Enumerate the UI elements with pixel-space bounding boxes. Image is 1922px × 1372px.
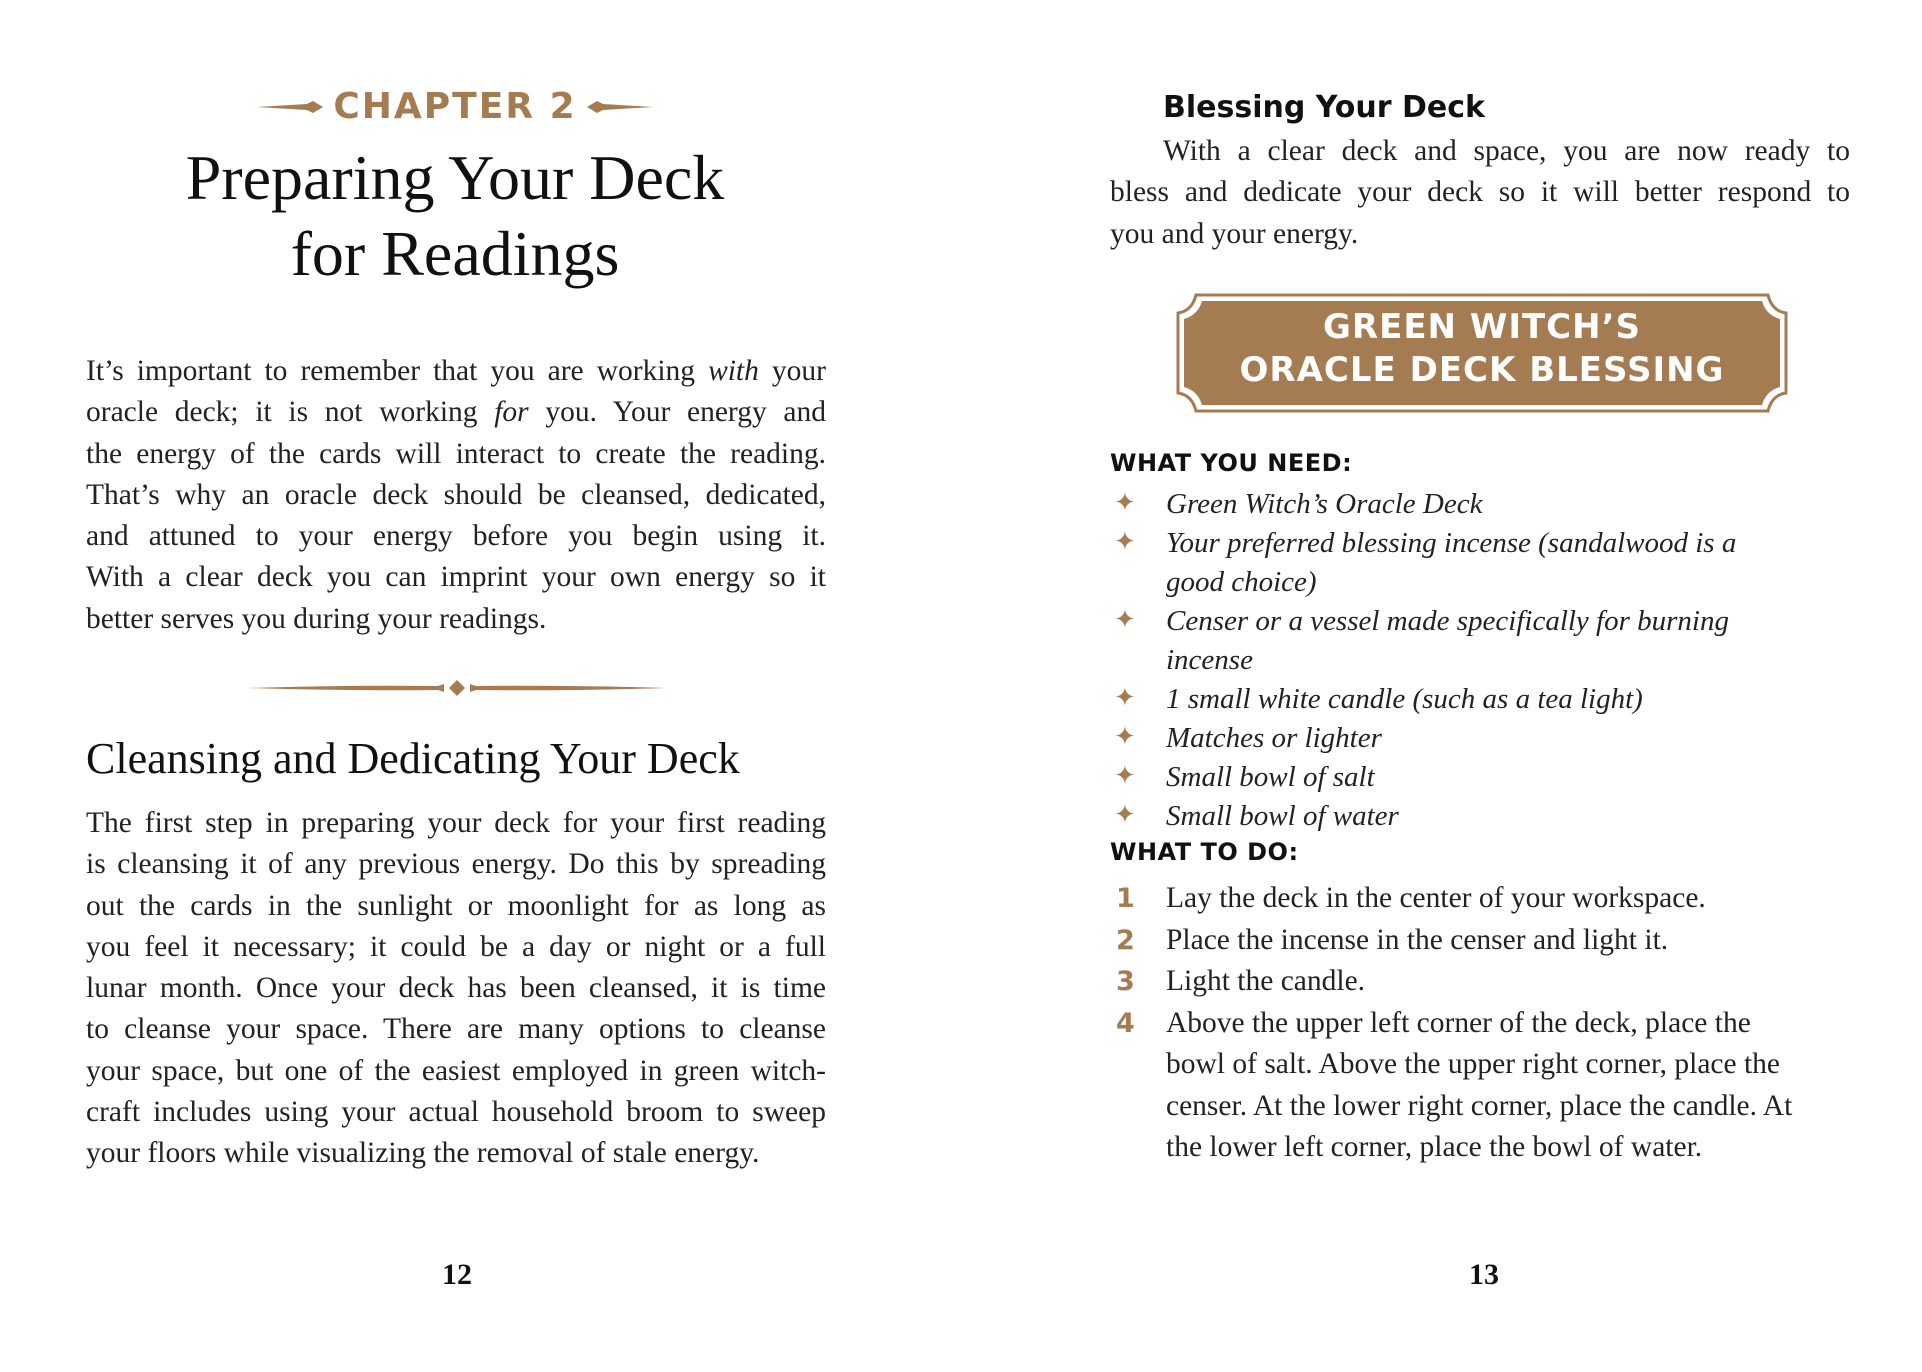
list-item: 4 Above the upper left corner of the deck, place the bowl of salt. Above the upper right corner, place the censer. At the lower right corner, place the candle. At the lower left corner, place the bowl of water. xyxy=(1110,1003,1810,1169)
cleansing-line: The first step in preparing your deck for your first reading xyxy=(86,807,826,839)
chapter-label xyxy=(255,86,655,127)
cleansing-line: is cleansing it of any previous energy. Do this by spreading xyxy=(86,848,826,881)
list-item: 3 Light the candle. xyxy=(1110,961,1810,1003)
star-bullet-icon: ✦ xyxy=(1114,605,1136,635)
what-to-do-heading: WHAT TO DO: xyxy=(1110,838,1299,866)
step-number: 3 xyxy=(1116,966,1135,997)
banner-title xyxy=(1176,306,1788,392)
list-item: 1 Lay the deck in the center of your workspace. xyxy=(1110,878,1810,920)
intro-line: With a clear deck you can imprint your own energy so it xyxy=(86,561,826,594)
what-you-need-heading: WHAT YOU NEED: xyxy=(1110,449,1353,477)
cleansing-line: you feel it necessary; it could be a day or night or a full xyxy=(86,930,826,963)
intro-line: and attuned to your energy before you begin using it. xyxy=(86,520,826,553)
intro-paragraph xyxy=(86,351,826,640)
star-bullet-icon: ✦ xyxy=(1114,761,1136,791)
cleansing-paragraph xyxy=(86,803,826,1175)
cleansing-line: your space, but one of the easiest employed in green witch- xyxy=(86,1054,826,1087)
intro-line: That’s why an oracle deck should be cleansed, dedicated, xyxy=(86,478,826,511)
list-item: ✦ Green Witch’s Oracle Deck xyxy=(1114,488,1483,520)
cleansing-line: to cleanse your space. There are many options to cleanse xyxy=(86,1013,826,1046)
cleansing-line: out the cards in the sunlight or moonlight for as long as xyxy=(86,889,826,922)
blessing-intro-line: you and your energy. xyxy=(1110,217,1359,250)
list-item: ✦ Small bowl of water xyxy=(1114,800,1399,832)
emphasis-with: with xyxy=(708,355,759,387)
chapter-label-text: CHAPTER 2 xyxy=(333,86,577,127)
chapter-title xyxy=(60,140,850,292)
ornamental-divider xyxy=(248,676,666,700)
steps-list xyxy=(1110,878,1810,1169)
needs-list xyxy=(1110,485,1800,836)
banner-line-1: GREEN WITCH’S xyxy=(1323,307,1641,347)
star-bullet-icon: ✦ xyxy=(1114,722,1136,752)
step-number: 2 xyxy=(1116,924,1135,956)
intro-line: oracle deck; it is not working for you. Your energy and xyxy=(86,396,826,429)
blessing-intro-line: bless and dedicate your deck so it will better respond to xyxy=(1110,176,1850,209)
list-item: ✦ Small bowl of salt xyxy=(1114,761,1375,793)
list-item: ✦ 1 small white candle (such as a tea light) xyxy=(1114,683,1643,715)
star-bullet-icon: ✦ xyxy=(1114,488,1136,518)
cleansing-line: your floors while visualizing the removal of stale energy. xyxy=(86,1137,760,1170)
list-item: ✦ Matches or lighter xyxy=(1114,722,1382,754)
intro-line: the energy of the cards will interact to create the reading. xyxy=(86,437,826,470)
right-arrow-ornament xyxy=(587,101,653,113)
page-number-left: 12 xyxy=(442,1258,472,1291)
intro-line: better serves you during your readings. xyxy=(86,602,547,635)
emphasis-for: for xyxy=(494,396,529,429)
chapter-title-line-2: for Readings xyxy=(290,218,620,289)
list-item: 2 Place the incense in the censer and light it. xyxy=(1110,920,1810,962)
right-page xyxy=(961,0,1922,1372)
star-bullet-icon: ✦ xyxy=(1114,800,1136,830)
cleansing-line: lunar month. Once your deck has been cleansed, it is time xyxy=(86,972,826,1005)
banner-line-2: ORACLE DECK BLESSING xyxy=(1239,350,1725,390)
list-item: ✦ Censer or a vessel made specifically for burning incense xyxy=(1114,605,1729,676)
blessing-intro-line: With a clear deck and space, you are now ready to xyxy=(1163,135,1850,167)
step-number: 1 xyxy=(1116,883,1135,914)
left-arrow-ornament xyxy=(257,101,323,113)
blessing-intro-paragraph xyxy=(1110,131,1850,255)
step-number: 4 xyxy=(1116,1007,1135,1039)
page-number-right: 13 xyxy=(1469,1258,1499,1291)
star-bullet-icon: ✦ xyxy=(1114,683,1136,713)
intro-line: It’s important to remember that you are working with your xyxy=(86,355,827,387)
star-bullet-icon: ✦ xyxy=(1114,527,1136,557)
section-heading: Cleansing and Dedicating Your Deck xyxy=(86,734,740,783)
chapter-title-line-1: Preparing Your Deck xyxy=(185,142,725,213)
list-item: ✦ Your preferred blessing incense (sandalwood is a good choice) xyxy=(1114,527,1737,598)
cleansing-line: craft includes using your actual household broom to sweep xyxy=(86,1096,826,1129)
blessing-heading: Blessing Your Deck xyxy=(1163,90,1485,125)
